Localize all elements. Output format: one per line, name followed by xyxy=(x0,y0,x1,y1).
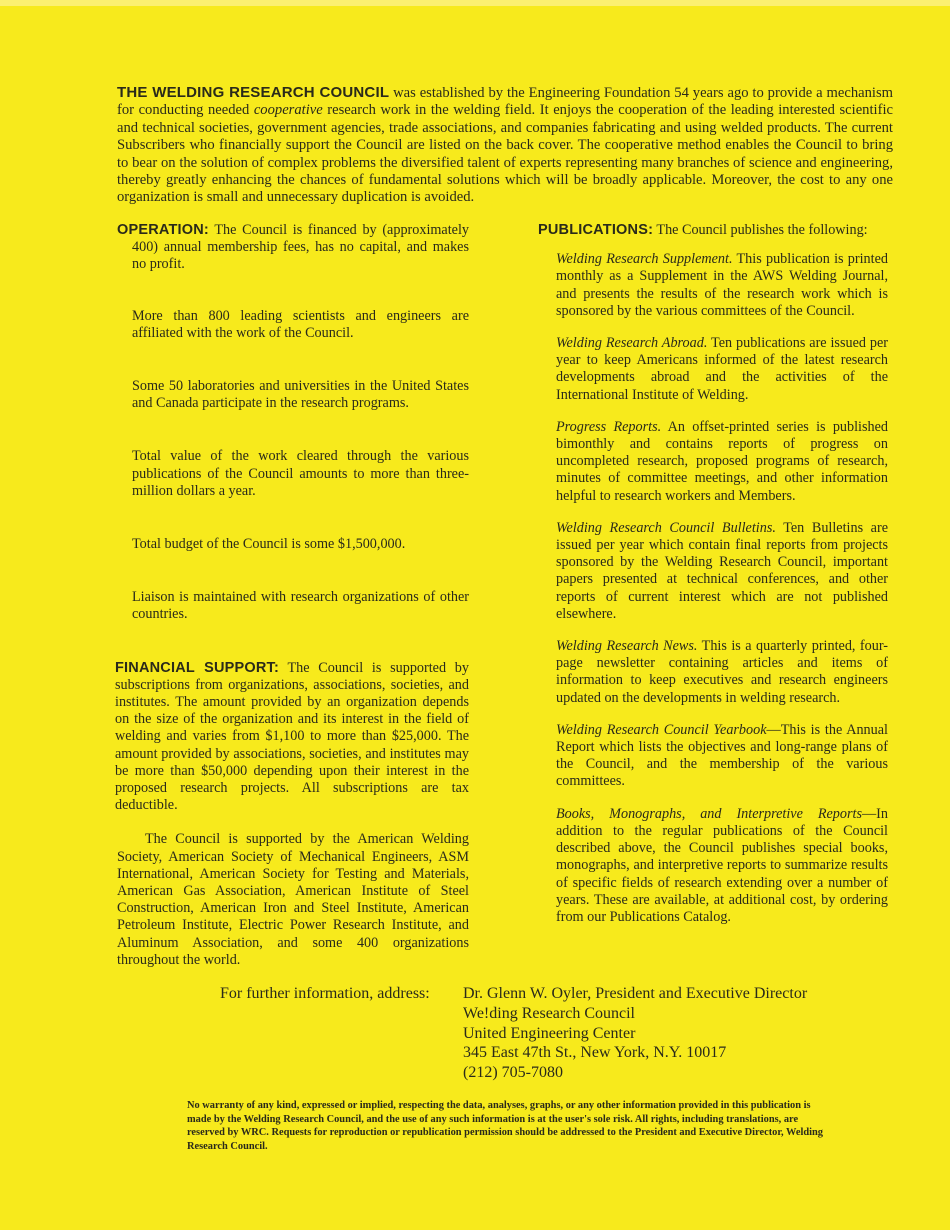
operation-item: Total value of the work cleared through the various publications of the Council amounts to more than three-million dollars a year. xyxy=(132,448,469,499)
operation-item: Total budget of the Council is some $1,500,000. xyxy=(132,536,406,553)
intro-text-b: research work in the welding field. It enjoys the cooperation of the leading interested scientific and technical societies, government agencies, trade associations, and companies fabricating and using welded products. The current Subscribers who financially support the Council are listed on the back cover. The cooperative method enables the Council to bring to bear on the solution of complex problems the diversified talent of experts representing many branches of science and engineering, thereby greatly enhancing the chances of fundamental solutions which will be broadly applicable. Moreover, the cost to any one organization is small and unnecessary duplication is avoided. xyxy=(117,102,893,206)
contact-line: Dr. Glenn W. Oyler, President and Executive Director xyxy=(463,985,808,1002)
publication-item xyxy=(538,722,888,791)
publication-item xyxy=(538,335,888,404)
contact-line: United Engineering Center xyxy=(463,1024,636,1042)
operation-heading: OPERATION: xyxy=(117,222,209,238)
publication-text: An offset-printed series is published bimonthly and contains reports of progress on uncompleted research, proposed programs of research, minutes of committee meetings, and other information helpful to research workers and Members. xyxy=(556,418,888,504)
contact-line: We!ding Research Council xyxy=(463,1004,635,1022)
org-name: THE WELDING RESEARCH COUNCIL xyxy=(117,84,390,101)
operation-item: Liaison is maintained with research organizations of other countries. xyxy=(132,589,469,623)
publications-lead: The Council publishes the following: xyxy=(653,222,868,238)
publications-heading: PUBLICATIONS: xyxy=(538,222,654,238)
right-column xyxy=(538,222,888,926)
scan-edge xyxy=(0,0,950,6)
publication-title: Books, Monographs, and Interpretive Reports xyxy=(556,805,862,822)
publication-item xyxy=(538,638,888,707)
operation-lead: The Council is financed by (approximately 400) annual membership fees, has no capital, and makes no profit. xyxy=(132,222,469,273)
publication-title: Welding Research Abroad. xyxy=(556,335,708,352)
publication-text: Ten Bulletins are issued per year which contain final reports from projects sponsored by the Welding Research Council, important papers presented at technical conferences, and other reports of current interest which are not published elsewhere. xyxy=(556,519,888,622)
financial-lead: The Council is supported by subscriptions from organizations, associations, societies, and institutes. The amount provided by an organization depends on the size of the organization and its interest in the field of welding and varies from $1,100 to more than $25,000. The amount provided by associations, societies, and institutes may be more than $50,000 depending upon their interest in the proposed research projects. All subscriptions are tax deductible. xyxy=(115,659,469,814)
left-column xyxy=(117,222,469,969)
operation-item: Some 50 laboratories and universities in the United States and Canada participate in the research programs. xyxy=(132,378,469,412)
contact-address xyxy=(463,984,807,1083)
publication-item xyxy=(538,419,888,505)
publication-item xyxy=(538,806,888,926)
intro-paragraph xyxy=(117,84,893,207)
contact-line: (212) 705-7080 xyxy=(463,1064,563,1082)
supporters-paragraph: The Council is supported by the American Welding Society, American Society of Mechanical Engineers, ASM International, American Society for Testing and Materials, American Gas Association, American Institute of Steel Construction, American Iron and Steel Institute, American Petroleum Institute, Electric Power Research Institute, and Aluminum Association, and some 400 organizations throughout the world. xyxy=(117,831,469,968)
publication-text: This publication is printed monthly as a Supplement in the AWS Welding Journal, and presents the results of the research work which is sponsored by the various committees of the Council. xyxy=(556,251,888,319)
publication-title: Welding Research Council Bulletins. xyxy=(556,519,776,536)
publication-title: Welding Research News. xyxy=(556,638,698,655)
financial-heading: FINANCIAL SUPPORT: xyxy=(115,659,279,676)
financial-section xyxy=(115,660,469,815)
contact-label: For further information, address: xyxy=(220,985,430,1002)
publication-text: This is a quarterly printed, four-page newsletter containing articles and items of information to keep executives and research engineers updated on the developments in welding research. xyxy=(556,638,889,706)
operation-section xyxy=(117,222,469,274)
disclaimer: No warranty of any kind, expressed or implied, respecting the data, analyses, graphs, or any other information provided in this publication is made by the Welding Research Council, and the use of any such information is at the user's sole risk. All rights, including translations, are reserved by WRC. Requests for reproduction or republication permission should be addressed to the President and Executive Director, Welding Research Council. xyxy=(187,1100,823,1152)
publication-title: Progress Reports. xyxy=(556,418,662,435)
publication-title: Welding Research Supplement. xyxy=(556,251,733,268)
publications-section xyxy=(538,222,888,239)
publication-text: —This is the Annual Report which lists the objectives and long-range plans of the Council, and the membership of the various committees. xyxy=(556,721,888,790)
publication-text: Ten publications are issued per year to keep Americans informed of the latest research developments abroad and the activities of the International Institute of Welding. xyxy=(556,335,888,403)
publication-title: Welding Research Council Yearbook xyxy=(556,721,767,738)
contact-line: 345 East 47th St., New York, N.Y. 10017 xyxy=(463,1044,727,1062)
publication-item xyxy=(538,520,888,623)
publication-item xyxy=(538,251,888,320)
publication-text: —In addition to the regular publications of the Council described above, the Council publishes special books, monographs, and interpretive reports to summarize results of specific fields of research extending over a number of years. These are available, at additional cost, by ordering from our Publications Catalog. xyxy=(556,805,888,925)
intro-text-a: was established by the Engineering Foundation 54 years ago to provide a mechanism for conducting needed xyxy=(117,85,894,119)
intro-emphasis: cooperative xyxy=(253,102,323,119)
operation-item: More than 800 leading scientists and engineers are affiliated with the work of the Council. xyxy=(132,307,469,341)
